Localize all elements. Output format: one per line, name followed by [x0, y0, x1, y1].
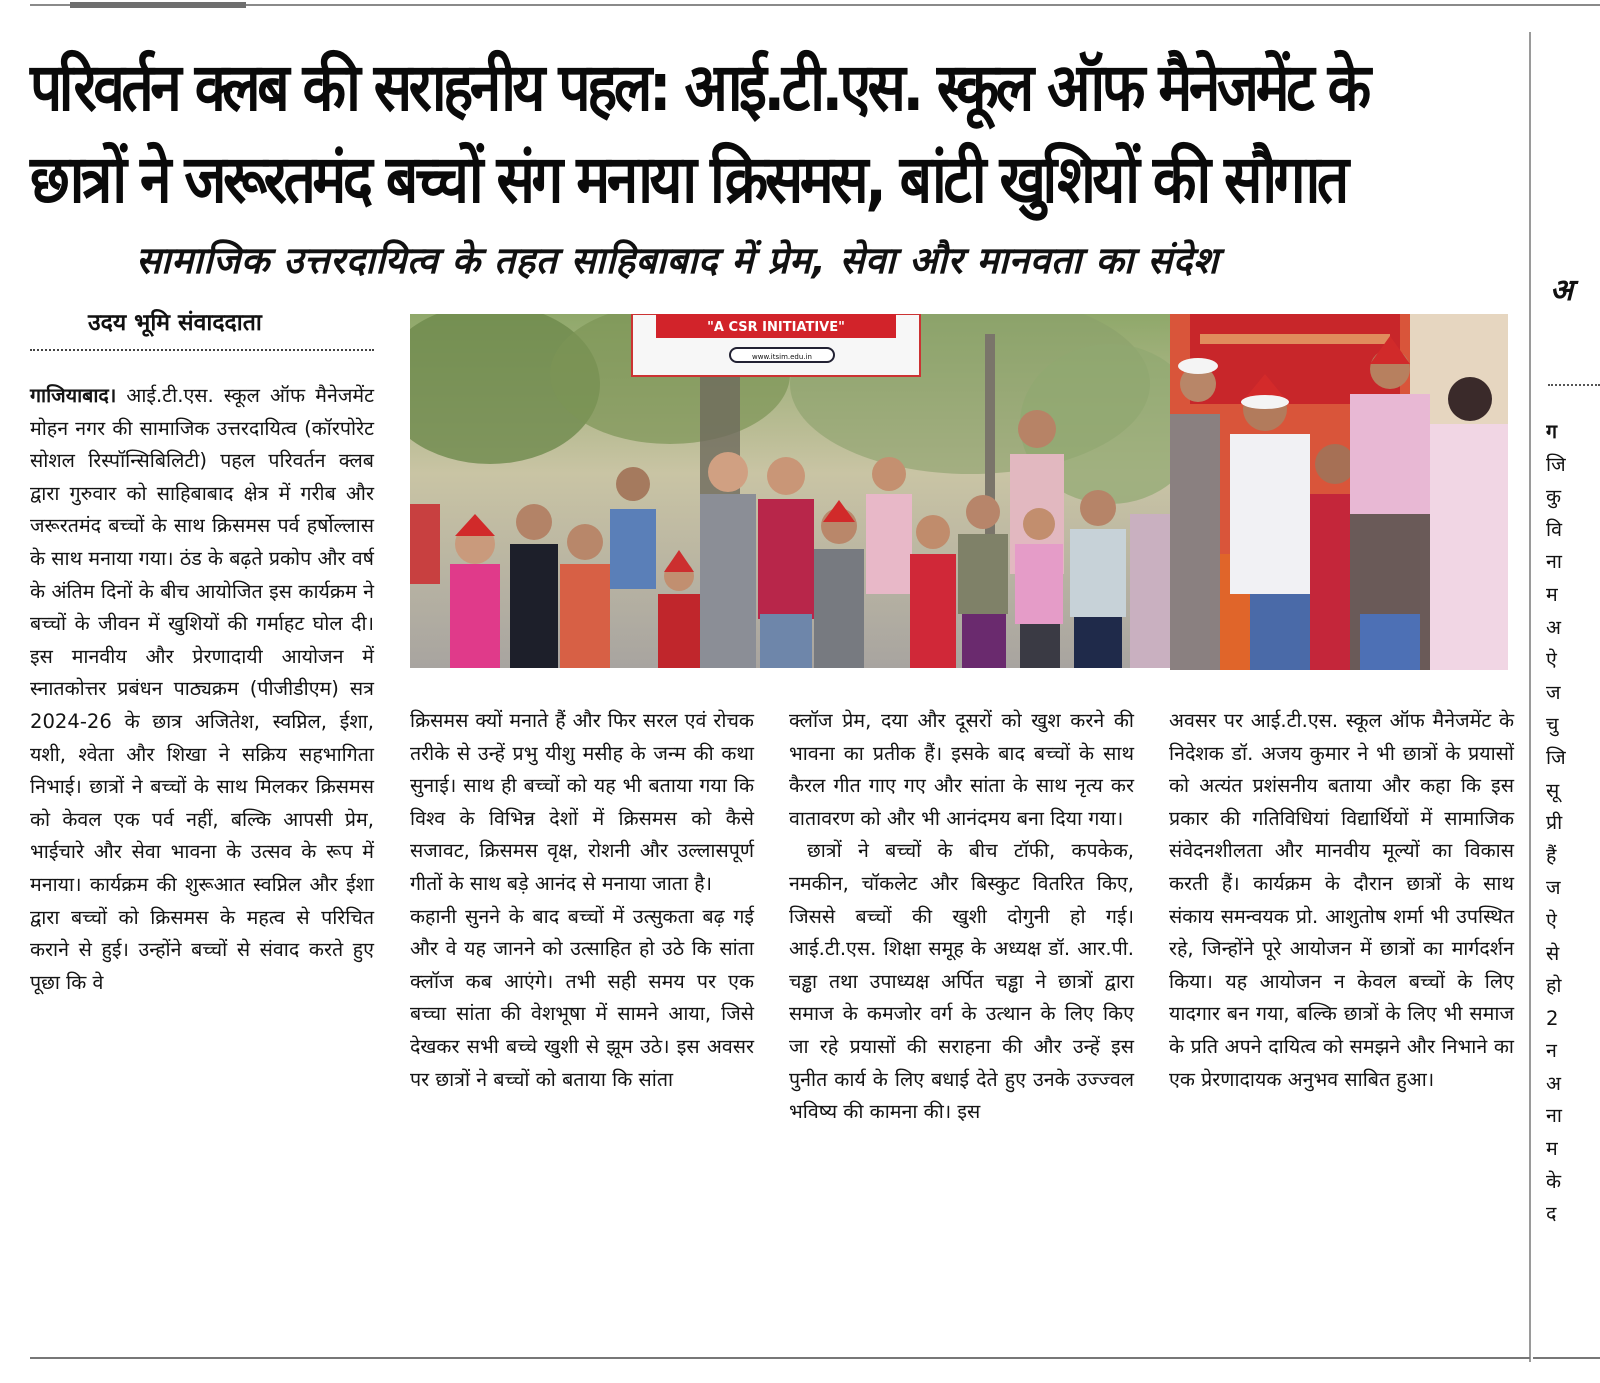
- adjacent-article-byline-divider: [1548, 384, 1600, 386]
- adjacent-article-lines: [1546, 449, 1600, 1231]
- article-column-1: [30, 380, 374, 999]
- adjacent-article-line: चु: [1546, 713, 1559, 737]
- dance-photo-illustration: [1170, 314, 1508, 670]
- csr-banner-text: "A CSR INITIATIVE": [707, 320, 845, 335]
- headline: [30, 42, 1368, 226]
- csr-banner: [632, 314, 920, 376]
- adjacent-article-line: अ: [1546, 615, 1561, 639]
- adjacent-article-line: जि: [1546, 452, 1566, 476]
- column-divider: [1529, 32, 1531, 1362]
- column-2-paragraph-2: कहानी सुनने के बाद बच्चों में उत्सुकता बढ़ गई और वे यह जानने को उत्साहित हो उठे कि सांता क्लॉज कब आएंगे। तभी सही समय पर एक बच्चा सांता की वेशभूषा में सामने आया, जिसे देखकर सभी बच्चे खुशी से झूम उठे। इस अवसर पर छात्रों ने बच्चों को बताया कि सांता: [410, 904, 754, 1091]
- adjacent-article-line: म: [1546, 582, 1558, 606]
- adjacent-article-line: ऐ: [1546, 648, 1557, 672]
- article-column-4: [1169, 705, 1514, 1096]
- adjacent-article-line: हो: [1546, 974, 1562, 998]
- adjacent-article-line: ज: [1546, 876, 1561, 900]
- adjacent-article-line: से: [1546, 941, 1560, 965]
- adjacent-article-line: कु: [1546, 485, 1562, 509]
- main-event-photo: [410, 314, 1170, 668]
- adjacent-article-line: हैं: [1546, 843, 1557, 867]
- adjacent-article-line: के: [1546, 1169, 1562, 1193]
- adjacent-article-line: 2: [1546, 1006, 1559, 1030]
- article-column-2: [410, 705, 754, 1096]
- adjacent-article-line: प्री: [1546, 811, 1563, 835]
- adjacent-article-line: ना: [1546, 1104, 1562, 1128]
- adjacent-article-line: अ: [1546, 1071, 1561, 1095]
- adjacent-article-line: सू: [1546, 778, 1560, 802]
- bottom-rule: [30, 1357, 1530, 1359]
- headline-line-2: छात्रों ने जरूरतमंद बच्चों संग मनाया क्रिसमस, बांटी खुशियों की सौगात: [30, 141, 1346, 218]
- adjacent-article-dateline: ग: [1546, 420, 1558, 443]
- top-rule: [30, 4, 1600, 6]
- adjacent-article-line: वि: [1546, 517, 1562, 541]
- side-event-photo: [1170, 314, 1508, 670]
- column-3-paragraph-1: क्लॉज प्रेम, दया और दूसरों को खुश करने की भावना का प्रतीक हैं। इसके बाद बच्चों के साथ कैरल गीत गाए गए और सांता के साथ नृत्य कर वातावरण को और भी आनंदमय बना दिया गया।: [789, 709, 1134, 830]
- headline-line-1: परिवर्तन क्लब की सराहनीय पहल: आई.टी.एस. स्कूल ऑफ मैनेजमेंट के: [30, 49, 1368, 126]
- group-photo-illustration: [410, 314, 1170, 668]
- byline-divider: [30, 349, 374, 351]
- column-4-text: अवसर पर आई.टी.एस. स्कूल ऑफ मैनेजमेंट के निदेशक डॉ. अजय कुमार ने भी छात्रों के प्रयासों को अत्यंत प्रशंसनीय बताया और कहा कि इस प्रकार की गतिविधियां विद्यार्थियों में सामाजिक संवेदनशीलता और मानवीय मूल्यों का विकास करती हैं। कार्यक्रम के दौरान छात्रों के साथ संकाय समन्वयक प्रो. आशुतोष शर्मा भी उपस्थित रहे, जिन्होंने पूरे आयोजन में छात्रों का मार्गदर्शन किया। यह आयोजन न केवल बच्चों के लिए यादगार बन गया, बल्कि छात्रों के लिए भी समाज के प्रति अपने दायित्व को समझने और निभाने का एक प्रेरणादायक अनुभव साबित हुआ।: [1169, 709, 1514, 1091]
- adjacent-article-line: द: [1546, 1202, 1557, 1226]
- adjacent-article-line: ज: [1546, 680, 1561, 704]
- adjacent-article-fragment: [1546, 416, 1600, 1231]
- top-rule-accent: [70, 2, 246, 8]
- adjacent-article-line: ऐ: [1546, 908, 1557, 932]
- column-1-text: आई.टी.एस. स्कूल ऑफ मैनेजमेंट मोहन नगर की सामाजिक उत्तरदायित्व (कॉरपोरेट सोशल रिस्पॉन्सिबिलिटी) पहल परिवर्तन क्लब द्वारा गुरुवार को साहिबाबाद क्षेत्र में गरीब और जरूरतमंद बच्चों के साथ क्रिसमस पर्व हर्षोल्लास के साथ मनाया गया। ठंड के बढ़ते प्रकोप और वर्ष के अंतिम दिनों के बीच आयोजित इस कार्यक्रम ने बच्चों के जीवन में खुशियों की गर्माहट घोल दी। इस मानवीय और प्रेरणादायी आयोजन में स्नातकोत्तर प्रबंधन पाठ्यक्रम (पीजीडीएम) सत्र 2024-26 के छात्र अजितेश, स्वप्निल, ईशा, यशी, श्वेता और शिखा ने सक्रिय सहभागिता निभाई। छात्रों ने बच्चों के साथ मिलकर क्रिसमस को केवल एक पर्व नहीं, बल्कि आपसी प्रेम, भाईचारे और सेवा भावना के उत्सव के रूप में मनाया। कार्यक्रम की शुरूआत स्वप्निल और ईशा द्वारा बच्चों को क्रिसमस के महत्व से परिचित कराने से हुई। उन्होंने बच्चों से संवाद करते हुए पूछा कि वे: [30, 384, 374, 994]
- article-column-3: [789, 705, 1134, 1129]
- csr-banner-url: www.itsim.edu.in: [752, 353, 812, 361]
- column-3-paragraph-2: छात्रों ने बच्चों के बीच टॉफी, कपकेक, नमकीन, चॉकलेट और बिस्कुट वितरित किए, जिससे बच्चों की खुशी दोगुनी हो गई। आई.टी.एस. शिक्षा समूह के अध्यक्ष डॉ. आर.पी. चड्ढा तथा उपाध्यक्ष अर्पित चड्ढा ने छात्रों द्वारा समाज के कमजोर वर्ग के उत्थान के लिए किए जा रहे प्रयासों की सराहना की और उन्हें इस पुनीत कार्य के लिए बधाई देते हुए उनके उज्ज्वल भविष्य की कामना की। इस: [789, 839, 1134, 1124]
- adjacent-article-line: जि: [1546, 745, 1566, 769]
- adjacent-article-heading-fragment: अ: [1550, 273, 1573, 308]
- adjacent-article-line: न: [1546, 1039, 1557, 1063]
- adjacent-article-line: म: [1546, 1137, 1558, 1161]
- subheadline: सामाजिक उत्तरदायित्व के तहत साहिबाबाद में प्रेम, सेवा और मानवता का संदेश: [136, 239, 1219, 282]
- bottom-rule-right: [1533, 1357, 1600, 1359]
- adjacent-article-line: ना: [1546, 550, 1562, 574]
- column-2-paragraph-1: क्रिसमस क्यों मनाते हैं और फिर सरल एवं रोचक तरीके से उन्हें प्रभु यीशु मसीह के जन्म की कथा सुनाई। साथ ही बच्चों को यह भी बताया गया कि विश्व के विभिन्न देशों में क्रिसमस को कैसे सजावट, क्रिसमस वृक्ष, रोशनी और उल्लासपूर्ण गीतों के साथ बड़े आनंद से मनाया जाता है।: [410, 709, 754, 895]
- byline: उदय भूमि संवाददाता: [88, 310, 262, 336]
- dateline: गाजियाबाद।: [30, 384, 117, 407]
